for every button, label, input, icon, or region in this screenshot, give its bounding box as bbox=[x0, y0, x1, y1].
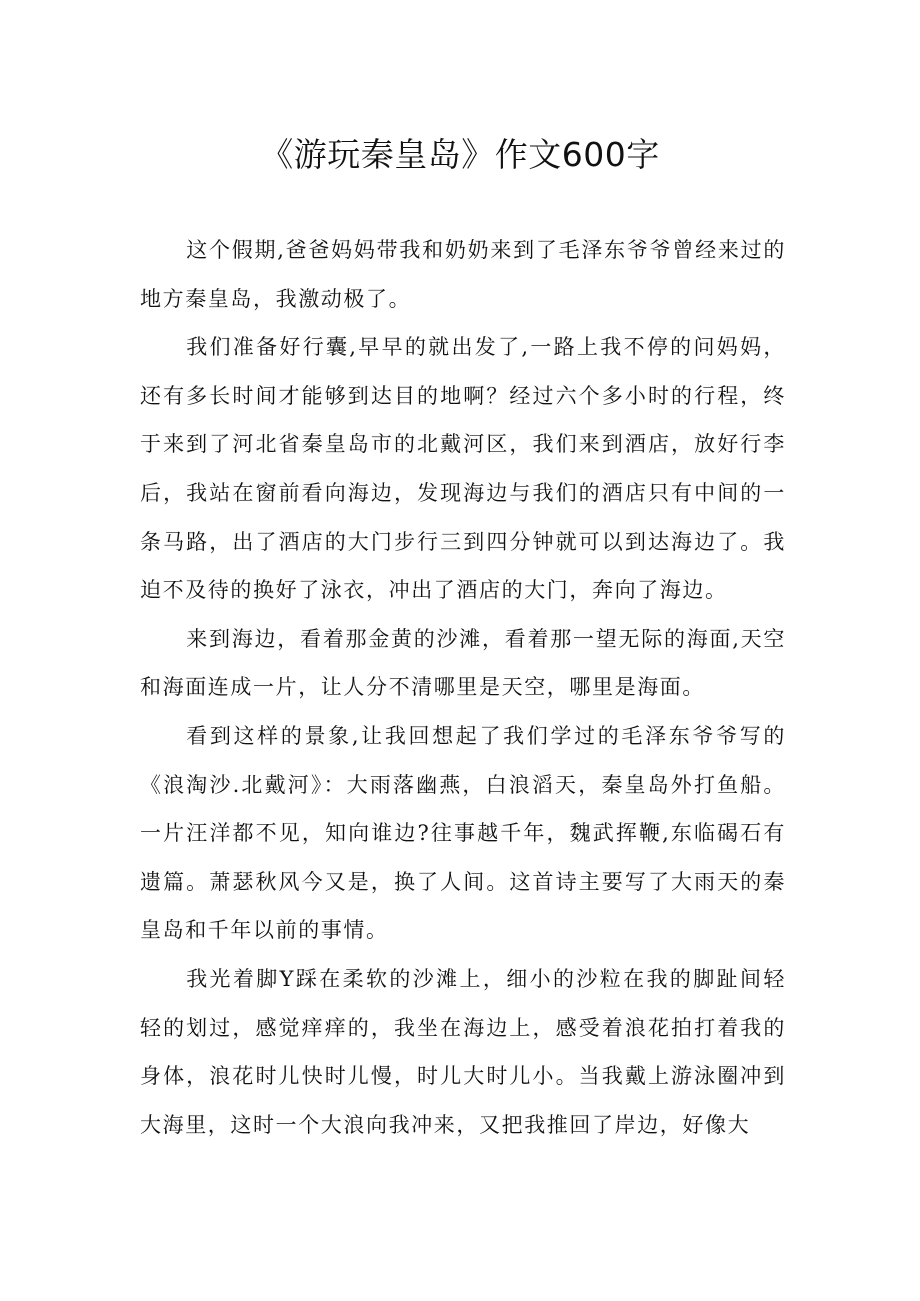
paragraph-1: 这个假期,爸爸妈妈带我和奶奶来到了毛泽东爷爷曾经来过的地方秦皇岛，我激动极了。 bbox=[140, 238, 786, 311]
paragraph-3: 来到海边，看着那金黄的沙滩，看着那一望无际的海面,天空和海面连成一片，让人分不清哪里是天空，哪里是海面。 bbox=[140, 626, 786, 700]
paragraph-4: 看到这样的景象,让我回想起了我们学过的毛泽东爷爷写的《浪淘沙.北戴河》：大雨落幽燕，白浪滔天，秦皇岛外打鱼船。一片汪洋都不见，知向谁边?往事越千年，魏武挥鞭,东临碣石有遗篇。萧瑟秋风今又是，换了人间。这首诗主要写了大雨天的秦皇岛和千年以前的事情。 bbox=[140, 723, 786, 943]
paragraph-2: 我们准备好行囊,早早的就出发了,一路上我不停的问妈妈，还有多长时间才能够到达目的地啊？经过六个多小时的行程，终于来到了河北省秦皇岛市的北戴河区，我们来到酒店，放好行李后，我站在窗前看向海边，发现海边与我们的酒店只有中间的一条马路，出了酒店的大门步行三到四分钟就可以到达海边了。我迫不及待的换好了泳衣，冲出了酒店的大门，奔向了海边。 bbox=[140, 335, 786, 603]
document-title: 《游玩秦皇岛》作文600字 bbox=[260, 135, 660, 174]
document-body bbox=[140, 226, 786, 1149]
paragraph-5: 我光着脚Y踩在柔软的沙滩上，细小的沙粒在我的脚趾间轻轻的划过，感觉痒痒的，我坐在海边上，感受着浪花拍打着我的身体，浪花时儿快时儿慢，时儿大时儿小。当我戴上游泳圈冲到大海里，这时一个大浪向我冲来，又把我推回了岸边，好像大 bbox=[140, 966, 786, 1137]
